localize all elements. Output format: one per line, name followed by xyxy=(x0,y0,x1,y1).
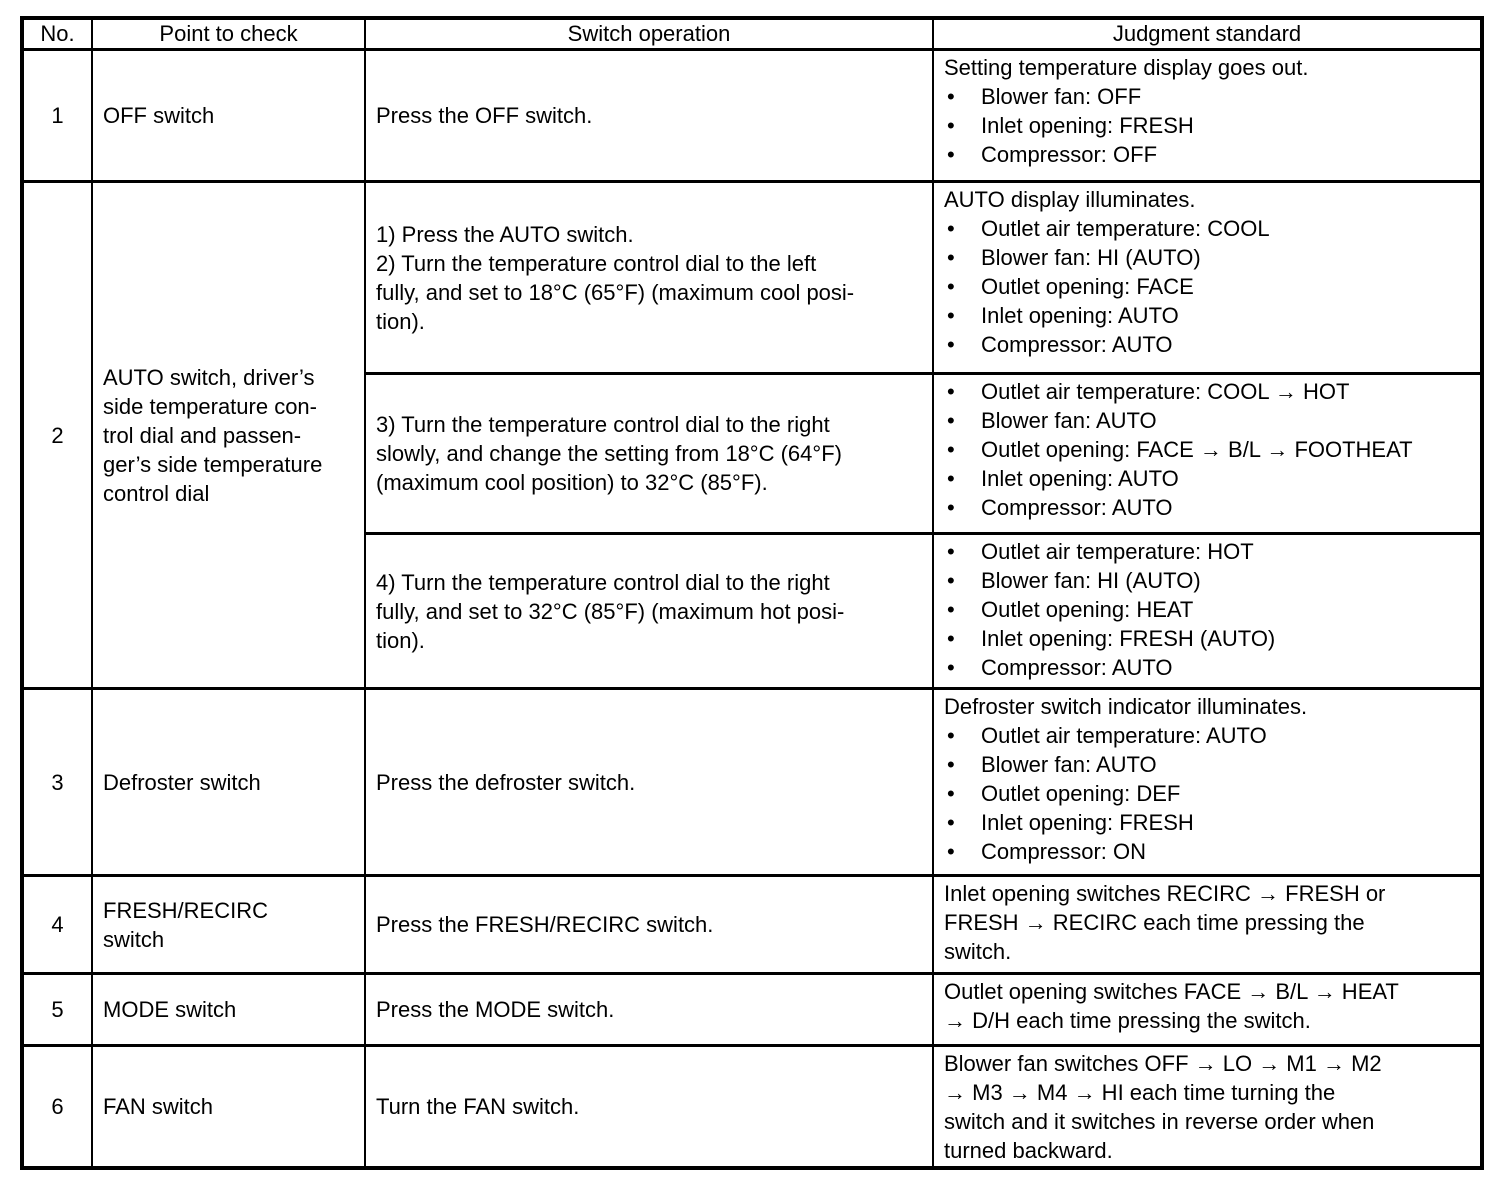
judgment-bullet-text: Blower fan: AUTO xyxy=(981,408,1157,433)
point-line: AUTO switch, driver’s xyxy=(103,364,315,390)
bullet-icon: • xyxy=(947,626,955,651)
judgment-bullet xyxy=(944,566,1476,595)
point-line: Defroster switch xyxy=(103,769,261,795)
point-line: FAN switch xyxy=(103,1093,214,1119)
bullet-icon: • xyxy=(947,245,955,270)
cell-judgment xyxy=(933,374,1482,534)
judgment-bullet-text: Outlet opening: FACE → B/L → FOOTHEAT xyxy=(981,437,1413,462)
point-line: switch xyxy=(103,926,165,952)
point-line: control dial xyxy=(103,480,210,506)
judgment-lead-line: → M3 → M4 → HI each time turning the xyxy=(944,1080,1336,1105)
judgment-lead-line: Blower fan switches OFF → LO → M1 → M2 xyxy=(944,1051,1382,1076)
judgment-bullet-text: Compressor: OFF xyxy=(981,142,1158,167)
bullet-icon: • xyxy=(947,723,955,748)
judgment-lead-line: Inlet opening switches RECIRC → FRESH or xyxy=(944,881,1386,906)
judgment-bullet-text: Outlet air temperature: AUTO xyxy=(981,723,1267,748)
cell-no: 2 xyxy=(22,182,92,689)
bullet-icon: • xyxy=(947,303,955,328)
judgment-lead-line: turned backward. xyxy=(944,1138,1113,1163)
judgment-bullet xyxy=(944,721,1476,750)
judgment-bullet-text: Inlet opening: AUTO xyxy=(981,303,1179,328)
column-header-judgment-standard: Judgment standard xyxy=(933,18,1482,50)
judgment-bullet xyxy=(944,837,1476,866)
judgment-bullet-text: Blower fan: HI (AUTO) xyxy=(981,245,1201,270)
cell-point xyxy=(92,1046,365,1168)
point-line: ger’s side temperature xyxy=(103,451,323,477)
judgment-lead-line: FRESH → RECIRC each time pressing the xyxy=(944,910,1365,935)
cell-judgment xyxy=(933,50,1482,182)
judgment-bullet xyxy=(944,406,1476,435)
cell-point xyxy=(92,182,365,689)
judgment-bullet xyxy=(944,111,1476,140)
header-row xyxy=(22,18,1482,50)
cell-point xyxy=(92,50,365,182)
judgment-bullet-text: Blower fan: OFF xyxy=(981,84,1142,109)
judgment-lead-line: AUTO display illuminates. xyxy=(944,187,1196,212)
judgment-bullet-text: Inlet opening: FRESH xyxy=(981,810,1194,835)
bullet-icon: • xyxy=(947,839,955,864)
point-line: trol dial and passen- xyxy=(103,422,302,448)
judgment-bullet-text: Compressor: AUTO xyxy=(981,655,1173,680)
judgment-bullet xyxy=(944,750,1476,779)
judgment-lead-line: switch and it switches in reverse order when xyxy=(944,1109,1375,1134)
judgment-bullet-text: Inlet opening: FRESH xyxy=(981,113,1194,138)
operation-line: 3) Turn the temperature control dial to the right xyxy=(376,412,830,437)
bullet-icon: • xyxy=(947,437,955,462)
bullet-icon: • xyxy=(947,568,955,593)
judgment-bullet-text: Outlet air temperature: COOL → HOT xyxy=(981,379,1350,404)
check-procedure-table xyxy=(20,16,1484,1170)
judgment-bullet xyxy=(944,653,1476,682)
bullet-icon: • xyxy=(947,379,955,404)
bullet-icon: • xyxy=(947,597,955,622)
judgment-bullet-text: Inlet opening: FRESH (AUTO) xyxy=(981,626,1276,651)
judgment-bullet-text: Compressor: AUTO xyxy=(981,495,1173,520)
operation-line: Press the MODE switch. xyxy=(376,997,615,1022)
judgment-bullet-text: Blower fan: AUTO xyxy=(981,752,1157,777)
cell-no: 5 xyxy=(22,974,92,1046)
operation-line: tion). xyxy=(376,308,425,334)
cell-judgment xyxy=(933,689,1482,876)
judgment-bullet xyxy=(944,537,1476,566)
judgment-bullet xyxy=(944,377,1476,406)
judgment-bullet xyxy=(944,272,1476,301)
operation-line: fully, and set to 32°C (85°F) (maximum hot posi- xyxy=(376,598,845,624)
judgment-bullet xyxy=(944,435,1476,464)
table-row xyxy=(22,689,1482,876)
bullet-icon: • xyxy=(947,752,955,777)
table-row xyxy=(22,1046,1482,1168)
cell-judgment xyxy=(933,974,1482,1046)
bullet-icon: • xyxy=(947,810,955,835)
judgment-bullet xyxy=(944,624,1476,653)
cell-operation xyxy=(365,50,933,182)
operation-line: (maximum cool position) to 32°C (85°F). xyxy=(376,470,768,495)
judgment-lead-line: switch. xyxy=(944,939,1012,964)
judgment-bullet xyxy=(944,808,1476,837)
cell-operation xyxy=(365,689,933,876)
judgment-bullet-text: Blower fan: HI (AUTO) xyxy=(981,568,1201,593)
operation-line: Press the defroster switch. xyxy=(376,769,636,795)
judgment-bullet xyxy=(944,779,1476,808)
operation-line: 1) Press the AUTO switch. xyxy=(376,221,634,247)
cell-no: 1 xyxy=(22,50,92,182)
point-line: side temperature con- xyxy=(103,393,317,419)
judgment-bullet xyxy=(944,464,1476,493)
judgment-bullet-text: Outlet air temperature: HOT xyxy=(981,539,1254,564)
operation-line: Press the OFF switch. xyxy=(376,103,593,128)
judgment-bullet-text: Outlet opening: HEAT xyxy=(981,597,1194,622)
operation-line: fully, and set to 18°C (65°F) (maximum cool posi- xyxy=(376,279,855,305)
bullet-icon: • xyxy=(947,113,955,138)
cell-no: 3 xyxy=(22,689,92,876)
operation-line: slowly, and change the setting from 18°C (64°F) xyxy=(376,441,842,466)
cell-judgment xyxy=(933,876,1482,974)
table-row xyxy=(22,974,1482,1046)
cell-operation xyxy=(365,374,933,534)
judgment-bullet xyxy=(944,595,1476,624)
judgment-lead-line: Defroster switch indicator illuminates. xyxy=(944,694,1308,719)
judgment-bullet xyxy=(944,214,1476,243)
bullet-icon: • xyxy=(947,466,955,491)
cell-operation xyxy=(365,182,933,374)
operation-line: Press the FRESH/RECIRC switch. xyxy=(376,912,714,937)
cell-operation xyxy=(365,534,933,689)
bullet-icon: • xyxy=(947,216,955,241)
operation-line: 4) Turn the temperature control dial to the right xyxy=(376,569,830,595)
cell-judgment xyxy=(933,1046,1482,1168)
cell-no: 4 xyxy=(22,876,92,974)
bullet-icon: • xyxy=(947,539,955,564)
table-row xyxy=(22,876,1482,974)
judgment-bullet xyxy=(944,493,1476,522)
bullet-icon: • xyxy=(947,655,955,680)
judgment-bullet xyxy=(944,243,1476,272)
bullet-icon: • xyxy=(947,332,955,357)
bullet-icon: • xyxy=(947,495,955,520)
judgment-bullet xyxy=(944,301,1476,330)
point-line: FRESH/RECIRC xyxy=(103,897,269,923)
judgment-bullet-text: Inlet opening: AUTO xyxy=(981,466,1179,491)
cell-no: 6 xyxy=(22,1046,92,1168)
table-row xyxy=(22,50,1482,182)
cell-operation xyxy=(365,1046,933,1168)
judgment-bullet-text: Outlet air temperature: COOL xyxy=(981,216,1270,241)
cell-operation xyxy=(365,876,933,974)
judgment-bullet xyxy=(944,140,1476,169)
column-header-switch-operation: Switch operation xyxy=(365,18,933,50)
column-header-point-to-check: Point to check xyxy=(92,18,365,50)
column-header-no: No. xyxy=(22,18,92,50)
judgment-bullet-text: Outlet opening: FACE xyxy=(981,274,1194,299)
bullet-icon: • xyxy=(947,84,955,109)
cell-point xyxy=(92,876,365,974)
operation-line: tion). xyxy=(376,627,425,653)
judgment-bullet-text: Compressor: AUTO xyxy=(981,332,1173,357)
operation-line: Turn the FAN switch. xyxy=(376,1093,580,1119)
cell-judgment xyxy=(933,534,1482,689)
cell-judgment xyxy=(933,182,1482,374)
point-line: MODE switch xyxy=(103,997,237,1022)
cell-operation xyxy=(365,974,933,1046)
judgment-lead-line: Outlet opening switches FACE → B/L → HEAT xyxy=(944,979,1399,1004)
operation-line: 2) Turn the temperature control dial to the left xyxy=(376,250,817,276)
judgment-bullet-text: Outlet opening: DEF xyxy=(981,781,1181,806)
cell-point xyxy=(92,974,365,1046)
bullet-icon: • xyxy=(947,781,955,806)
bullet-icon: • xyxy=(947,142,955,167)
judgment-lead-line: → D/H each time pressing the switch. xyxy=(944,1008,1311,1033)
point-line: OFF switch xyxy=(103,103,215,128)
judgment-bullet-text: Compressor: ON xyxy=(981,839,1147,864)
bullet-icon: • xyxy=(947,408,955,433)
table-row xyxy=(22,182,1482,374)
judgment-bullet xyxy=(944,82,1476,111)
bullet-icon: • xyxy=(947,274,955,299)
cell-point xyxy=(92,689,365,876)
judgment-lead-line: Setting temperature display goes out. xyxy=(944,55,1309,80)
judgment-bullet xyxy=(944,330,1476,359)
